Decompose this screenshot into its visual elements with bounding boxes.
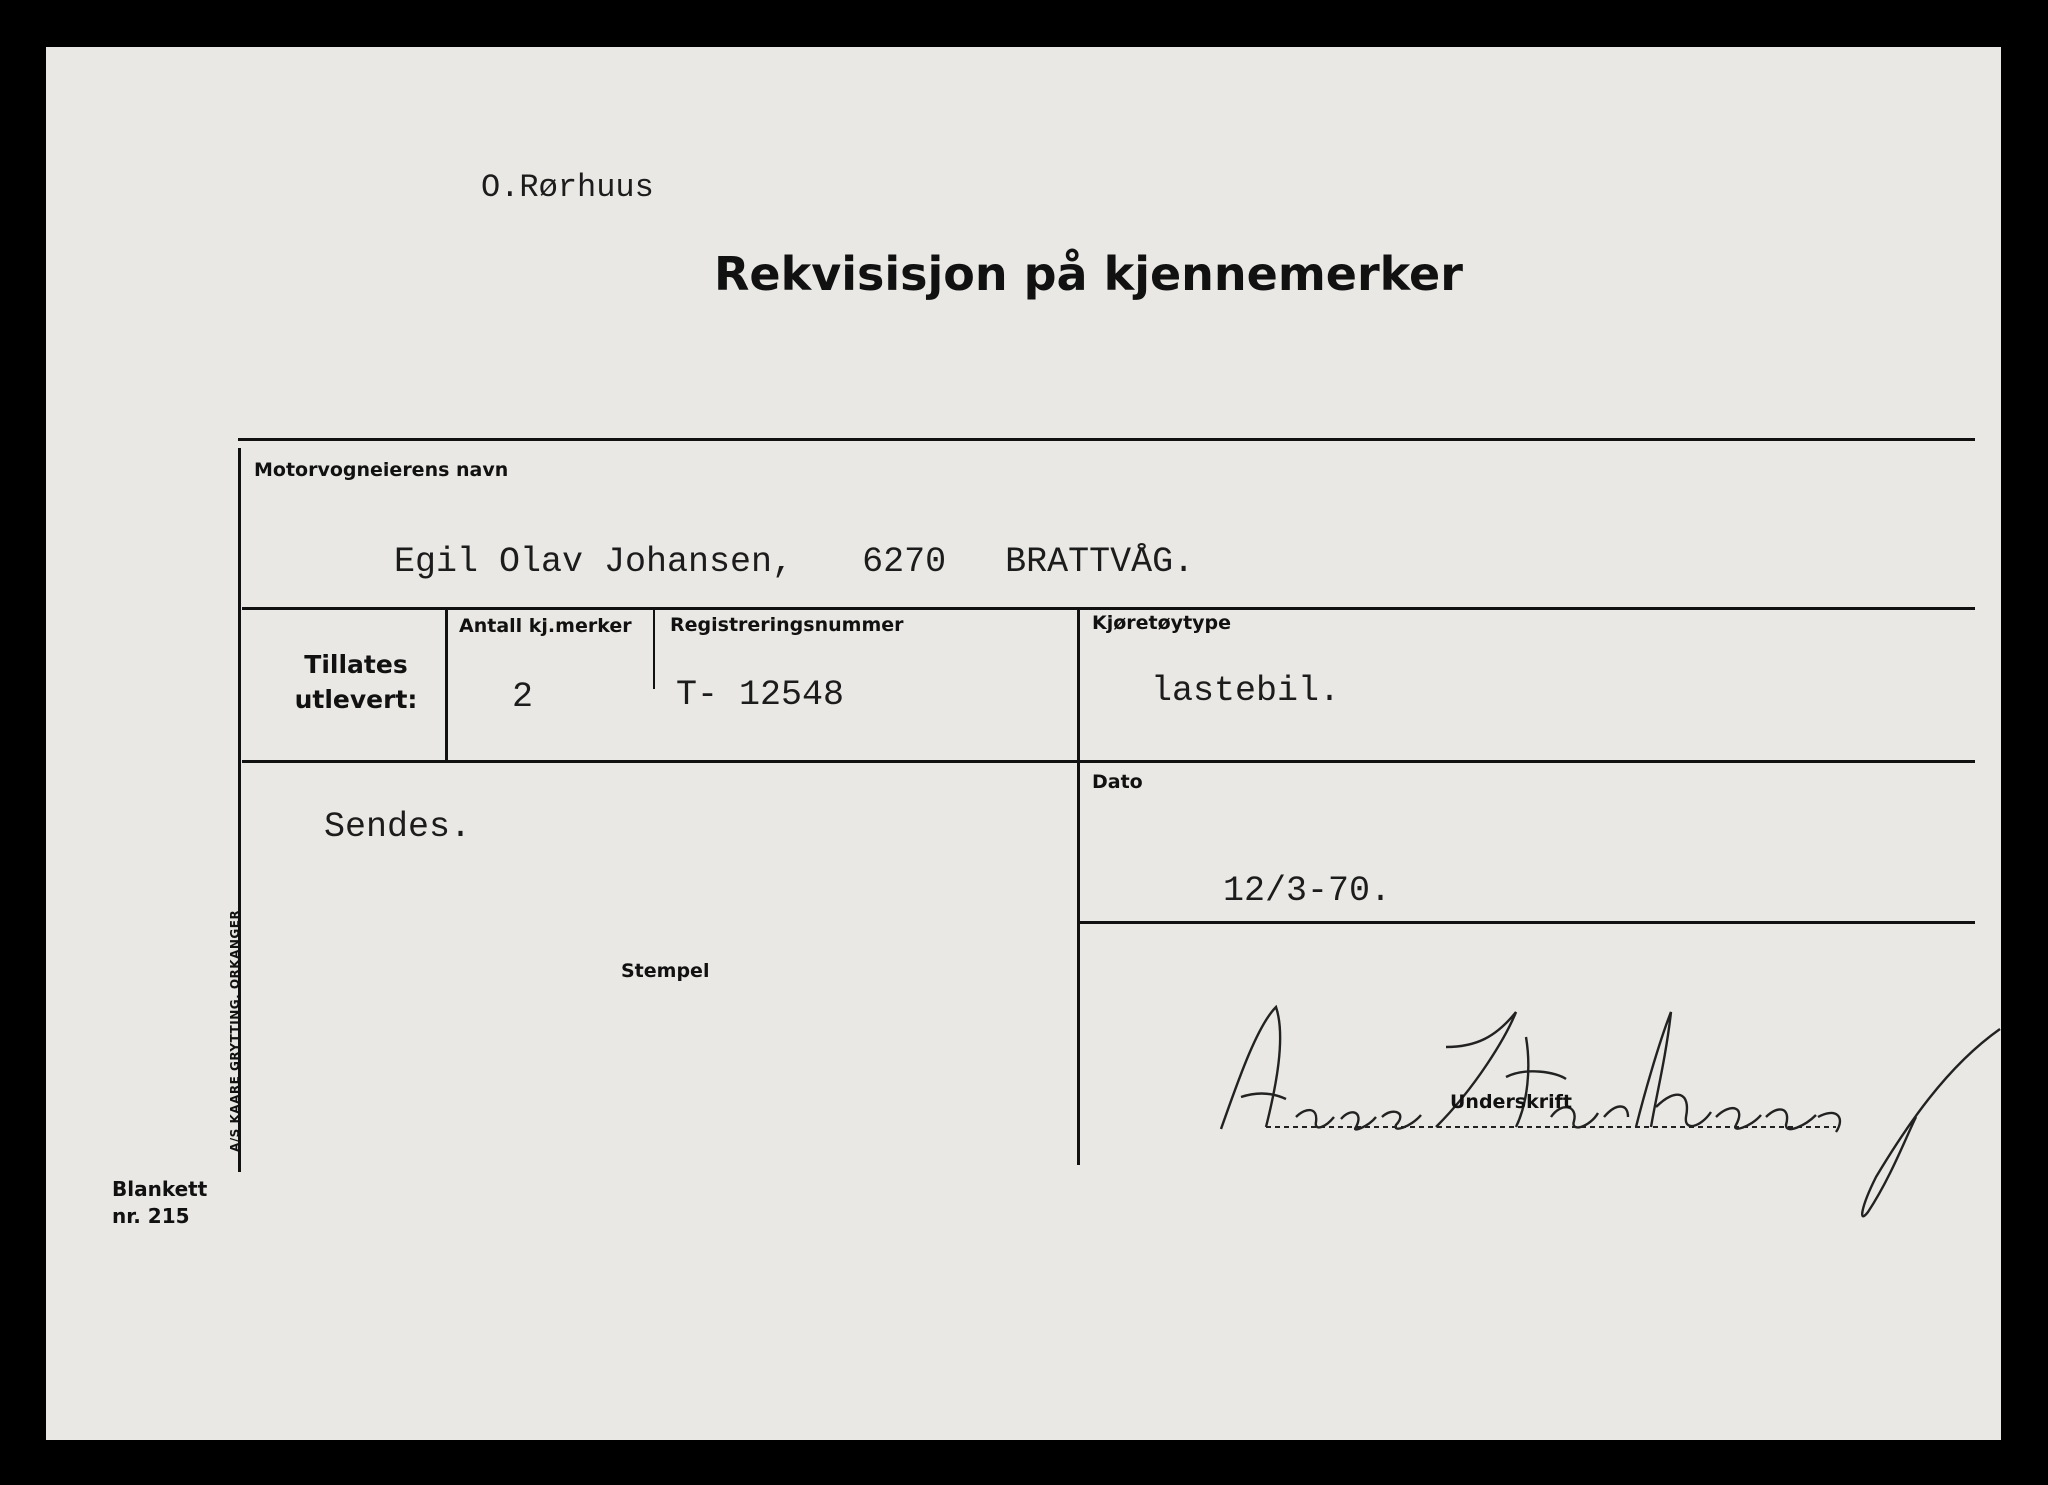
date-divider bbox=[1080, 921, 1975, 924]
owner-name-label: Motorvogneierens navn bbox=[254, 459, 509, 481]
typed-sender-name: O.Rørhuus bbox=[481, 169, 654, 206]
signature-label: Underskrift bbox=[1450, 1091, 1572, 1113]
vehicle-type-label: Kjøretøytype bbox=[1092, 612, 1232, 634]
col-divider-reg bbox=[653, 609, 655, 689]
row-divider-1 bbox=[242, 607, 1975, 610]
owner-postal-code: 6270 bbox=[862, 542, 947, 582]
form-paper bbox=[46, 47, 2001, 1440]
form-title: Rekvisisjon på kjennemerker bbox=[714, 247, 1463, 301]
owner-place: BRATTVÅG. bbox=[1005, 542, 1195, 582]
date-value: 12/3-70. bbox=[1223, 871, 1392, 911]
printer-imprint: A/S KAARE GRYTTING, ORKANGER bbox=[228, 909, 242, 1152]
row-divider-2 bbox=[242, 760, 1975, 763]
table-top-border bbox=[238, 438, 1975, 441]
permit-label-line1: Tillates bbox=[304, 650, 408, 679]
plate-count-value: 2 bbox=[512, 677, 534, 717]
col-divider-right bbox=[1077, 609, 1080, 1165]
plate-count-label: Antall kj.merker bbox=[459, 615, 632, 637]
remarks-text: Sendes. bbox=[324, 807, 472, 847]
stamp-label: Stempel bbox=[621, 960, 710, 982]
owner-name: Egil Olav Johansen, bbox=[394, 542, 794, 582]
form-number-line2: nr. 215 bbox=[112, 1204, 190, 1228]
form-number-line1: Blankett bbox=[112, 1177, 208, 1201]
vehicle-type-value: lastebil. bbox=[1151, 671, 1341, 711]
permit-label-line2: utlevert: bbox=[294, 685, 418, 714]
col-divider-count bbox=[445, 609, 448, 762]
date-label: Dato bbox=[1092, 771, 1143, 793]
registration-number-label: Registreringsnummer bbox=[670, 614, 904, 636]
owner-line bbox=[394, 542, 1194, 582]
registration-number-value: T- 12548 bbox=[676, 675, 845, 715]
handwritten-signature bbox=[1146, 967, 2006, 1227]
